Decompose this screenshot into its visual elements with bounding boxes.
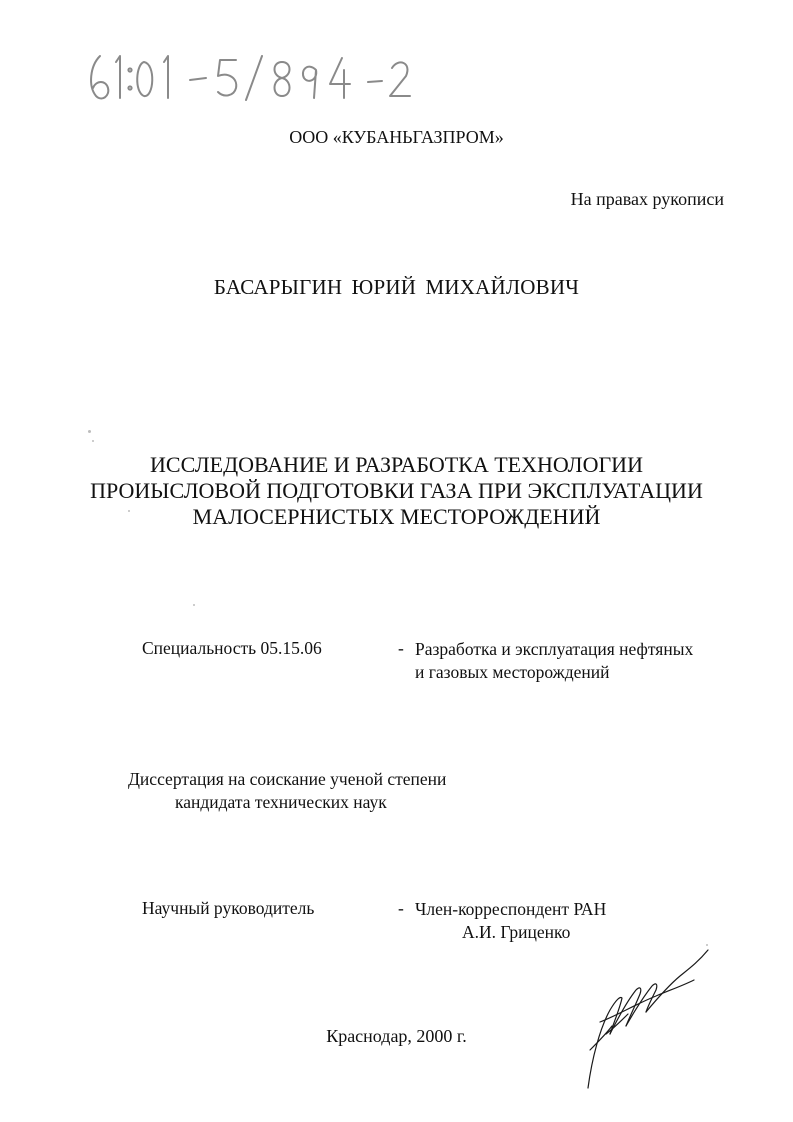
degree-statement bbox=[128, 768, 446, 814]
supervisor-name: А.И. Гриценко bbox=[462, 922, 571, 942]
degree-line: Диссертация на соискание ученой степени bbox=[128, 769, 447, 789]
scan-speck bbox=[706, 944, 708, 946]
specialty-label: Специальность 05.15.06 bbox=[142, 638, 322, 658]
supervisor-title: Член-корреспондент РАН bbox=[415, 899, 607, 919]
dissertation-title bbox=[0, 452, 793, 530]
specialty-value bbox=[415, 638, 693, 684]
author-name: БАСАРЫГИН ЮРИЙ МИХАЙЛОВИЧ bbox=[213, 275, 580, 299]
scan-speck bbox=[88, 430, 91, 433]
specialty-value-line: и газовых месторождений bbox=[415, 662, 610, 682]
rights-notice: На правах рукописи bbox=[570, 189, 724, 209]
title-line: МАЛОСЕРНИСТЫХ МЕСТОРОЖДЕНИЙ bbox=[192, 504, 601, 529]
organization-name: ООО «КУБАНЬГАЗПРОМ» bbox=[289, 127, 504, 147]
title-line: ПРОИЫСЛОВОЙ ПОДГОТОВКИ ГАЗА ПРИ ЭКСПЛУАТАЦИИ bbox=[90, 478, 703, 503]
degree-line: кандидата технических наук bbox=[175, 792, 387, 812]
handwritten-archive-stamp bbox=[86, 48, 416, 108]
title-line: ИССЛЕДОВАНИЕ И РАЗРАБОТКА ТЕХНОЛОГИИ bbox=[150, 452, 643, 477]
supervisor-label: Научный руководитель bbox=[142, 898, 315, 918]
specialty-dash: - bbox=[398, 638, 404, 658]
scan-speck bbox=[92, 440, 94, 442]
scan-speck bbox=[193, 604, 195, 606]
specialty-value-line: Разработка и эксплуатация нефтяных bbox=[415, 639, 694, 659]
supervisor-dash: - bbox=[398, 898, 404, 918]
place-and-year: Краснодар, 2000 г. bbox=[326, 1026, 467, 1046]
scan-speck bbox=[128, 510, 130, 512]
handwritten-signature bbox=[570, 938, 720, 1098]
